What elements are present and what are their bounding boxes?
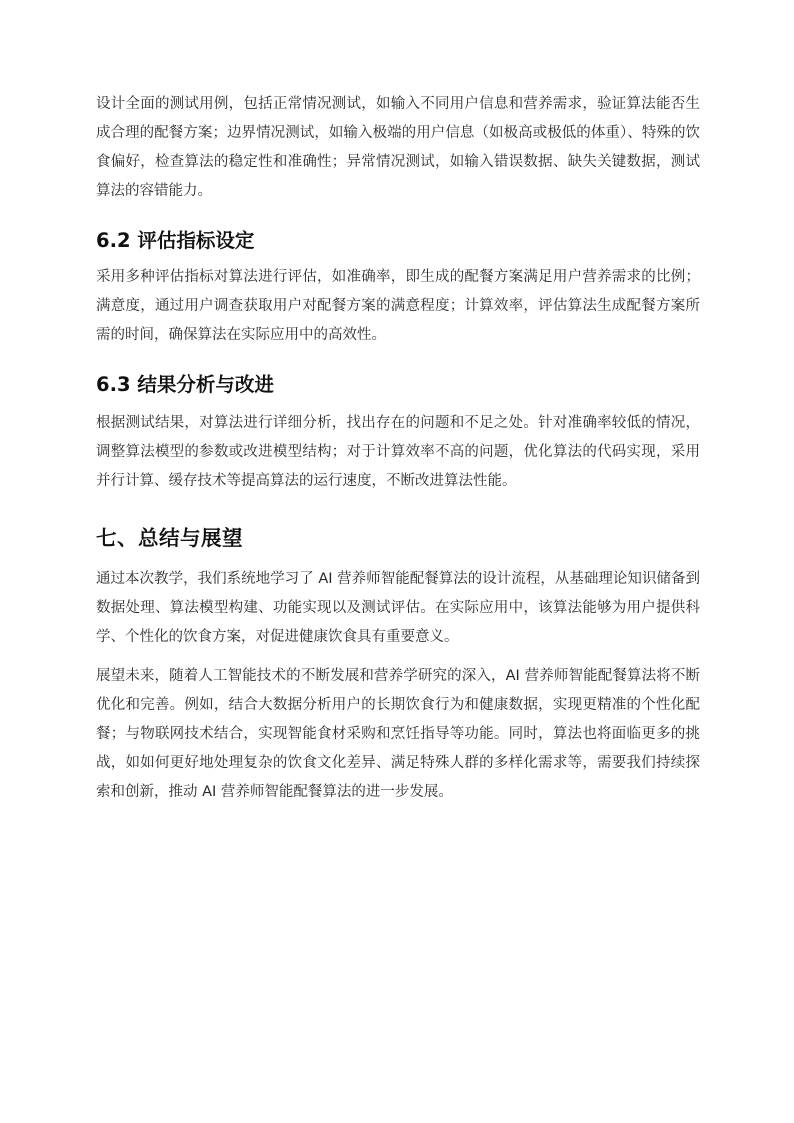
outlook-paragraph: 展望未来，随着人工智能技术的不断发展和营养学研究的深入，AI 营养师智能配餐算法将不断优化和完善。例如，结合大数据分析用户的长期饮食行为和健康数据，实现更精准的个性化配餐；与物联网技术结合，实现智能食材采购和烹饪指导等功能。同时，算法也将面临更多的挑战，如如何更好地处理复杂的饮食文化差异、满足特殊人群的多样化需求等，需要我们持续探索和创新，推动 AI 营养师智能配餐算法的进一步发展。	[96, 668, 700, 800]
document-page	[96, 90, 700, 807]
summary-paragraph: 通过本次教学，我们系统地学习了 AI 营养师智能配餐算法的设计流程，从基础理论知识储备到数据处理、算法模型构建、功能实现以及测试评估。在实际应用中，该算法能够为用户提供科学、个性化的饮食方案，对促进健康饮食具有重要意义。	[96, 571, 700, 645]
section-heading-result-analysis: 6.3 结果分析与改进	[96, 373, 274, 396]
chapter-heading-summary: 七、总结与展望	[96, 526, 243, 550]
result-analysis-paragraph: 根据测试结果，对算法进行详细分析，找出存在的问题和不足之处。针对准确率较低的情况，调整算法模型的参数或改进模型结构；对于计算效率不高的问题，优化算法的代码实现，采用并行计算、缓存技术等提高算法的运行速度，不断改进算法性能。	[96, 415, 700, 489]
section-heading-eval-metrics: 6.2 评估指标设定	[96, 229, 255, 252]
test-cases-paragraph: 设计全面的测试用例，包括正常情况测试，如输入不同用户信息和营养需求，验证算法能否生成合理的配餐方案；边界情况测试，如输入极端的用户信息（如极高或极低的体重）、特殊的饮食偏好，检查算法的稳定性和准确性；异常情况测试，如输入错误数据、缺失关键数据，测试算法的容错能力。	[96, 96, 700, 199]
eval-metrics-paragraph: 采用多种评估指标对算法进行评估，如准确率，即生成的配餐方案满足用户营养需求的比例；满意度，通过用户调查获取用户对配餐方案的满意程度；计算效率，评估算法生成配餐方案所需的时间，确保算法在实际应用中的高效性。	[96, 269, 700, 343]
